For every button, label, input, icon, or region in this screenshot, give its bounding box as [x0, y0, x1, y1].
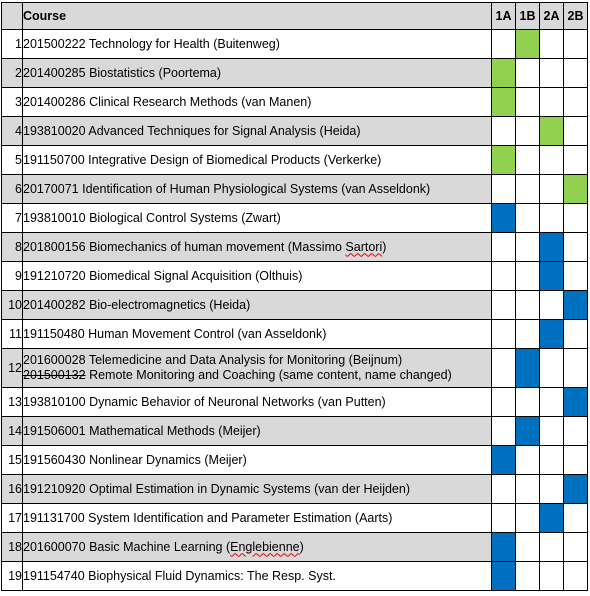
course-title: Advanced Techniques for Signal Analysis (Heida): [88, 123, 361, 138]
semester-cell-2a-marked: [540, 233, 564, 262]
course-title: Dynamic Behavior of Neuronal Networks (van Putten): [89, 394, 386, 409]
row-number: 8: [2, 233, 23, 262]
semester-cell-2a: [540, 475, 564, 504]
course-line: [23, 182, 491, 197]
semester-cell-1a: [492, 475, 516, 504]
semester-cell-1b: [516, 475, 540, 504]
course-code: 201600070: [23, 539, 86, 554]
table-row: [2, 446, 588, 475]
course-code: 191560430: [23, 452, 86, 467]
semester-cell-2a: [540, 175, 564, 204]
semester-cell-2b: [564, 204, 588, 233]
semester-cell-2b-marked: [564, 475, 588, 504]
course-cell: [23, 475, 492, 504]
course-title: Human Movement Control (van Asseldonk): [88, 326, 327, 341]
row-number: 4: [2, 117, 23, 146]
semester-cell-2a-marked: [540, 262, 564, 291]
course-body: [2, 30, 588, 591]
course-title-end: ): [299, 539, 304, 554]
row-number: 9: [2, 262, 23, 291]
table-row: [2, 291, 588, 320]
course-line: [23, 353, 491, 368]
course-code: 201800156: [23, 239, 86, 254]
table-row: [2, 30, 588, 59]
course-cell: [23, 562, 492, 591]
row-number: 14: [2, 417, 23, 446]
semester-cell-1b: [516, 233, 540, 262]
course-title: Biomedical Signal Acquisition (Olthuis): [89, 268, 303, 283]
semester-cell-1b: [516, 175, 540, 204]
semester-cell-1a-marked: [492, 59, 516, 88]
semester-cell-2a: [540, 446, 564, 475]
table-row: [2, 320, 588, 349]
header-2a: 2A: [540, 3, 564, 30]
row-number: 2: [2, 59, 23, 88]
header-row: [2, 3, 588, 30]
semester-cell-1b: [516, 320, 540, 349]
row-number: 6: [2, 175, 23, 204]
semester-cell-1b-marked: [516, 417, 540, 446]
semester-cell-2b: [564, 446, 588, 475]
course-line-secondary: [23, 368, 491, 383]
header-2b: 2B: [564, 3, 588, 30]
course-cell: [23, 30, 492, 59]
table-row: [2, 117, 588, 146]
semester-cell-2a-marked: [540, 117, 564, 146]
course-code: 191150480: [23, 326, 85, 341]
course-cell: [23, 417, 492, 446]
course-table: [1, 2, 588, 591]
semester-cell-2b: [564, 30, 588, 59]
semester-cell-1a-marked: [492, 562, 516, 591]
course-line: [23, 95, 491, 110]
row-number: 13: [2, 388, 23, 417]
course-cell: [23, 88, 492, 117]
course-title: Technology for Health (Buitenweg): [88, 36, 280, 51]
semester-cell-2a: [540, 533, 564, 562]
table-row: [2, 504, 588, 533]
row-number: 3: [2, 88, 23, 117]
course-line: [23, 124, 491, 139]
table-row: [2, 475, 588, 504]
semester-cell-2b: [564, 117, 588, 146]
semester-cell-1b: [516, 504, 540, 533]
course-title: Clinical Research Methods (van Manen): [89, 94, 312, 109]
row-number: 12: [2, 349, 23, 388]
header-1a: 1A: [492, 3, 516, 30]
semester-cell-2b-marked: [564, 291, 588, 320]
course-line: [23, 240, 491, 255]
course-line: [23, 298, 491, 313]
semester-cell-1b: [516, 446, 540, 475]
course-cell: [23, 388, 492, 417]
semester-cell-2b: [564, 533, 588, 562]
course-code: 201500222: [23, 36, 86, 51]
semester-cell-1b: [516, 262, 540, 291]
table-row: [2, 533, 588, 562]
course-cell: [23, 117, 492, 146]
semester-cell-2b-marked: [564, 388, 588, 417]
semester-cell-1a: [492, 504, 516, 533]
semester-cell-1a: [492, 291, 516, 320]
semester-cell-1a: [492, 417, 516, 446]
semester-cell-1a: [492, 30, 516, 59]
course-cell: [23, 349, 492, 388]
semester-cell-1b: [516, 291, 540, 320]
course-code: 201600028: [23, 353, 86, 367]
course-code: 191131700: [23, 510, 85, 525]
row-number: 11: [2, 320, 23, 349]
semester-cell-1b: [516, 117, 540, 146]
course-cell: [23, 233, 492, 262]
course-title: Biological Control Systems (Zwart): [89, 210, 281, 225]
old-course-code: 201500132: [23, 368, 86, 382]
course-code: 201400286: [23, 94, 86, 109]
course-code: 193810010: [23, 210, 86, 225]
semester-cell-2b: [564, 349, 588, 388]
table-row: [2, 59, 588, 88]
course-code: 191506001: [23, 423, 86, 438]
row-number: 17: [2, 504, 23, 533]
semester-cell-2a: [540, 349, 564, 388]
row-number: 16: [2, 475, 23, 504]
course-title: Biophysical Fluid Dynamics: The Resp. Syst.: [88, 568, 336, 583]
spellcheck-flagged-word: Englebienne: [230, 539, 300, 554]
semester-cell-2b: [564, 59, 588, 88]
semester-cell-1b: [516, 533, 540, 562]
course-title: Mathematical Methods (Meijer): [89, 423, 261, 438]
course-code: 191150700: [23, 152, 85, 167]
semester-cell-1a: [492, 349, 516, 388]
table-row: [2, 175, 588, 204]
table-row: [2, 562, 588, 591]
course-line: [23, 511, 491, 526]
semester-cell-2b-marked: [564, 175, 588, 204]
semester-cell-1b-marked: [516, 30, 540, 59]
course-code: 193810100: [23, 394, 86, 409]
semester-cell-1a: [492, 233, 516, 262]
course-title: Identification of Human Physiological Systems (van Asseldonk): [82, 181, 431, 196]
semester-cell-2b: [564, 233, 588, 262]
semester-cell-1a: [492, 175, 516, 204]
course-line: [23, 327, 491, 342]
course-line: [23, 569, 491, 584]
course-title: Biostatistics (Poortema): [89, 65, 222, 80]
course-title: Basic Machine Learning (: [89, 539, 231, 554]
semester-cell-2a: [540, 417, 564, 446]
course-code: 191210720: [23, 268, 86, 283]
semester-cell-2a: [540, 59, 564, 88]
course-title: Integrative Design of Biomedical Products (Verkerke): [88, 152, 382, 167]
semester-cell-2a-marked: [540, 504, 564, 533]
semester-cell-2a: [540, 30, 564, 59]
table-row: [2, 388, 588, 417]
row-number: 7: [2, 204, 23, 233]
course-title: System Identification and Parameter Estimation (Aarts): [88, 510, 393, 525]
semester-cell-1b: [516, 59, 540, 88]
semester-cell-2a: [540, 204, 564, 233]
course-code: 201400282: [23, 297, 86, 312]
course-code: 201400285: [23, 65, 86, 80]
semester-cell-1b: [516, 88, 540, 117]
course-line: [23, 395, 491, 410]
row-number: 18: [2, 533, 23, 562]
course-line: [23, 453, 491, 468]
semester-cell-2b: [564, 88, 588, 117]
semester-cell-2a: [540, 562, 564, 591]
course-code: 191210920: [23, 481, 86, 496]
course-line: [23, 153, 491, 168]
row-number: 1: [2, 30, 23, 59]
semester-cell-2b: [564, 504, 588, 533]
semester-cell-2a: [540, 291, 564, 320]
semester-cell-1a-marked: [492, 146, 516, 175]
semester-cell-1a: [492, 320, 516, 349]
semester-cell-1a-marked: [492, 533, 516, 562]
course-title: Nonlinear Dynamics (Meijer): [89, 452, 247, 467]
course-cell: [23, 204, 492, 233]
semester-cell-1b: [516, 146, 540, 175]
table-row: [2, 417, 588, 446]
semester-cell-2b: [564, 146, 588, 175]
semester-cell-2a: [540, 388, 564, 417]
semester-cell-1b: [516, 204, 540, 233]
course-code: 193810020: [23, 123, 86, 138]
course-cell: [23, 146, 492, 175]
course-line: [23, 269, 491, 284]
course-cell: [23, 262, 492, 291]
course-cell: [23, 175, 492, 204]
semester-cell-1a-marked: [492, 204, 516, 233]
course-cell: [23, 504, 492, 533]
course-code: 191154740: [23, 568, 85, 583]
semester-cell-2b: [564, 262, 588, 291]
course-title: Optimal Estimation in Dynamic Systems (van der Heijden): [89, 481, 411, 496]
spellcheck-flagged-word: Sartori: [345, 239, 383, 254]
old-course-title: Remote Monitoring and Coaching (same content, name changed): [89, 368, 452, 382]
semester-cell-1a: [492, 262, 516, 291]
semester-cell-1a: [492, 117, 516, 146]
course-title: Bio-electromagnetics (Heida): [89, 297, 251, 312]
row-number: 10: [2, 291, 23, 320]
semester-cell-1a: [492, 388, 516, 417]
semester-cell-2a: [540, 88, 564, 117]
semester-cell-1a-marked: [492, 446, 516, 475]
course-cell: [23, 59, 492, 88]
table-row: [2, 204, 588, 233]
course-title-end: ): [382, 239, 387, 254]
semester-cell-1b: [516, 562, 540, 591]
table-row: [2, 88, 588, 117]
header-number: [2, 3, 23, 30]
header-1b: 1B: [516, 3, 540, 30]
course-line: [23, 482, 491, 497]
course-line: [23, 37, 491, 52]
course-cell: [23, 320, 492, 349]
course-code: 20170071: [23, 181, 79, 196]
semester-cell-2a: [540, 146, 564, 175]
row-number: 15: [2, 446, 23, 475]
row-number: 19: [2, 562, 23, 591]
semester-cell-2b: [564, 417, 588, 446]
course-cell: [23, 291, 492, 320]
row-number: 5: [2, 146, 23, 175]
header-course: Course: [23, 3, 492, 30]
semester-cell-2b: [564, 562, 588, 591]
semester-cell-2a-marked: [540, 320, 564, 349]
table-row: [2, 262, 588, 291]
semester-cell-1a-marked: [492, 88, 516, 117]
semester-cell-2b: [564, 320, 588, 349]
course-line: [23, 540, 491, 555]
course-line: [23, 211, 491, 226]
course-line: [23, 66, 491, 81]
table-row: [2, 146, 588, 175]
course-title: Biomechanics of human movement (Massimo: [89, 239, 346, 254]
table-row: [2, 233, 588, 262]
course-title: Telemedicine and Data Analysis for Monitoring (Beijnum): [88, 353, 403, 367]
table-row: [2, 349, 588, 388]
course-cell: [23, 446, 492, 475]
semester-cell-1b: [516, 388, 540, 417]
course-line: [23, 424, 491, 439]
course-cell: [23, 533, 492, 562]
semester-cell-1b-marked: [516, 349, 540, 388]
